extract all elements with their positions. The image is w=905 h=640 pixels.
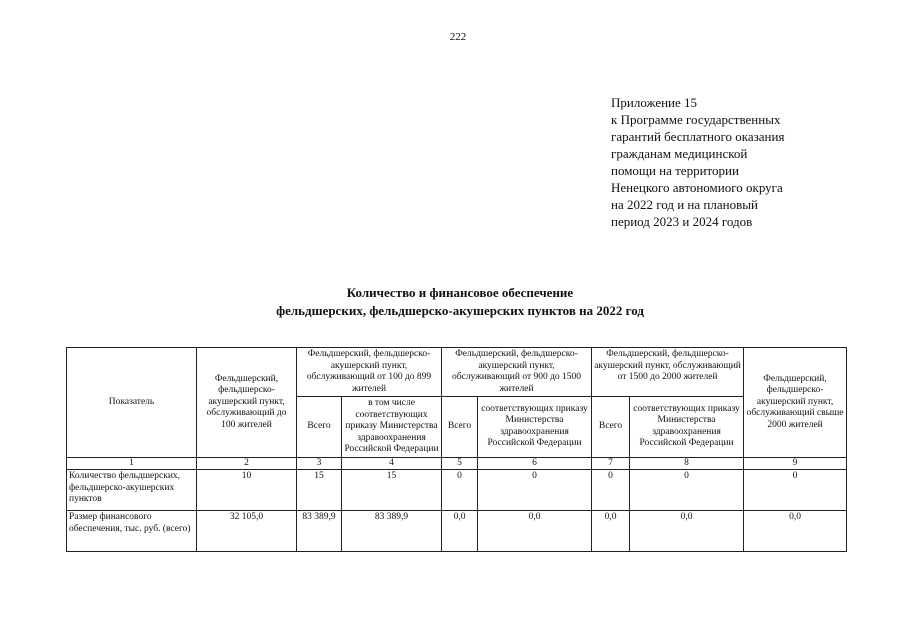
appendix-line: гражданам медицинской <box>611 146 748 161</box>
appendix-line: к Программе государственных <box>611 112 781 127</box>
appendix-line: на 2022 год и на плановый <box>611 197 758 212</box>
column-number: 7 <box>592 457 630 470</box>
subheader-incl-compliant: в том числе соответствующих приказу Министерства здравоохранения Российской Федерации <box>342 397 442 458</box>
subheader-total: Всего <box>442 397 478 458</box>
table-cell: 0,0 <box>592 511 630 552</box>
appendix-line: Ненецкого автономиого округа <box>611 180 783 195</box>
table-cell: 0 <box>442 470 478 511</box>
header-group-1500-2000: Фельдшерский, фельдшерско-акушерский пункт, обслуживающий от 1500 до 2000 жителей <box>592 348 744 397</box>
table-row <box>67 470 847 511</box>
table-row <box>67 511 847 552</box>
table-cell: 0,0 <box>442 511 478 552</box>
table-cell: 0 <box>744 470 847 511</box>
column-number: 4 <box>342 457 442 470</box>
subheader-compliant: соответствующих приказу Министерства здравоохранения Российской Федерации <box>630 397 744 458</box>
appendix-note <box>611 94 841 230</box>
column-number: 8 <box>630 457 744 470</box>
table-cell: 0 <box>478 470 592 511</box>
row-label: Размер финансового обеспечения, тыс. руб. (всего) <box>67 511 197 552</box>
fap-table <box>66 347 847 552</box>
table-cell: 83 389,9 <box>342 511 442 552</box>
table-cell: 32 105,0 <box>197 511 297 552</box>
document-title <box>200 284 720 320</box>
appendix-line: Приложение 15 <box>611 95 698 110</box>
appendix-line: помощи на территории <box>611 163 739 178</box>
column-number: 2 <box>197 457 297 470</box>
subheader-compliant: соответствующих приказу Министерства здравоохранения Российской Федерации <box>478 397 592 458</box>
table-cell: 0,0 <box>478 511 592 552</box>
table-cell: 15 <box>297 470 342 511</box>
column-number: 9 <box>744 457 847 470</box>
column-number: 6 <box>478 457 592 470</box>
table-cell: 10 <box>197 470 297 511</box>
header-up-to-100: Фельдшерский, фельдшерско-акушерский пункт, обслуживающий до 100 жителей <box>197 348 297 458</box>
table-cell: 0,0 <box>630 511 744 552</box>
header-over-2000: Фельдшерский, фельдшерско-акушерский пункт, обслуживающий свыше 2000 жителей <box>744 348 847 458</box>
table-cell: 0 <box>592 470 630 511</box>
column-number-row <box>67 457 847 470</box>
title-line: Количество и финансовое обеспечение <box>346 285 574 300</box>
column-number: 5 <box>442 457 478 470</box>
table-cell: 0 <box>630 470 744 511</box>
table-cell: 15 <box>342 470 442 511</box>
header-group-900-1500: Фельдшерский, фельдшерско-акушерский пункт, обслуживающий от 900 до 1500 жителей <box>442 348 592 397</box>
title-line: фельдшерских, фельдшерско-акушерских пунктов на 2022 год <box>276 303 644 318</box>
column-number: 3 <box>297 457 342 470</box>
table-cell: 83 389,9 <box>297 511 342 552</box>
header-row <box>67 348 847 397</box>
subheader-total: Всего <box>297 397 342 458</box>
subheader-total: Всего <box>592 397 630 458</box>
header-group-100-899: Фельдшерский, фельдшерско-акушерский пункт, обслуживающий от 100 до 899 жителей <box>297 348 442 397</box>
appendix-line: период 2023 и 2024 годов <box>611 214 753 229</box>
table-cell: 0,0 <box>744 511 847 552</box>
page-number: 222 <box>449 31 467 43</box>
column-number: 1 <box>67 457 197 470</box>
appendix-line: гарантий бесплатного оказания <box>611 129 785 144</box>
header-indicator: Показатель <box>67 348 197 458</box>
row-label: Количество фельдшерских, фельдшерско-акушерских пунктов <box>67 470 197 511</box>
